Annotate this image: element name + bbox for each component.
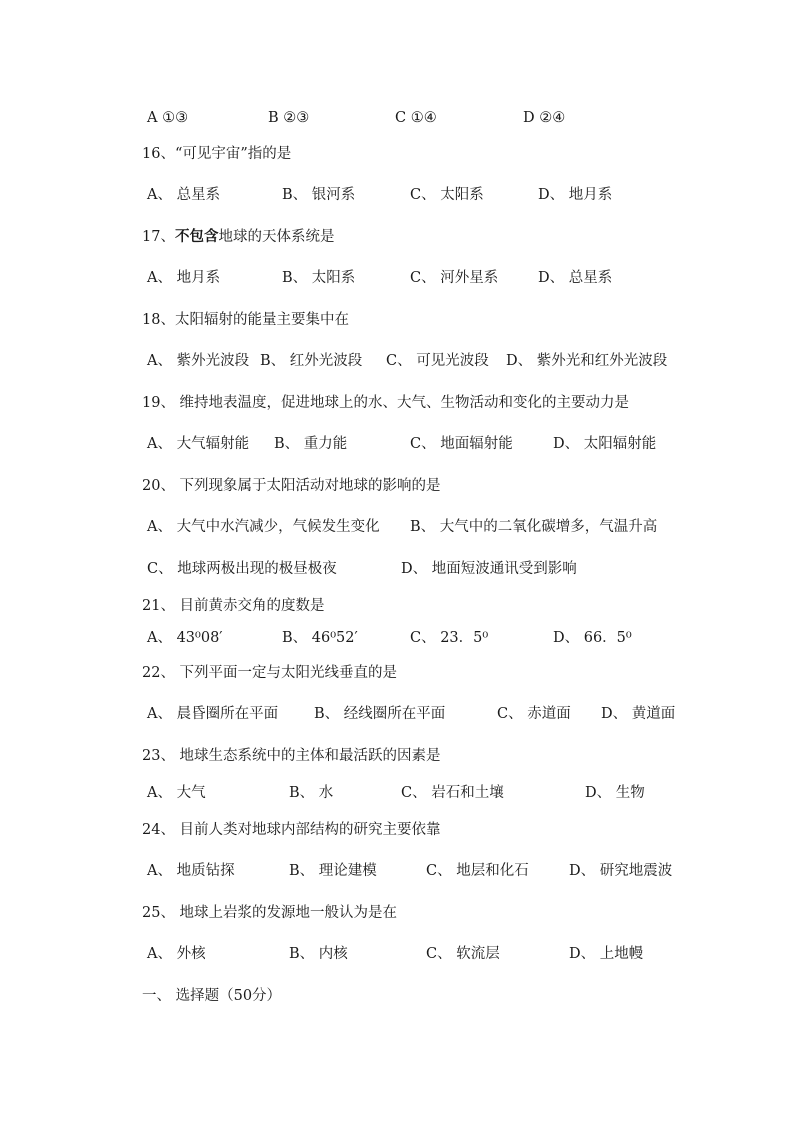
question-19-stem: 19、 维持地表温度，促进地球上的水、大气、生物活动和变化的主要动力是 — [142, 395, 630, 411]
q18-option-c: C、 可见光波段 — [386, 353, 489, 369]
q17-option-d: D、 总星系 — [538, 270, 613, 286]
q18-option-a: A、 紫外光波段 — [147, 353, 250, 369]
q19-option-d: D、 太阳辐射能 — [553, 436, 657, 452]
q21-option-b: B、 46⁰52′ — [282, 630, 358, 646]
q16-option-b: B、 银河系 — [282, 187, 356, 203]
q23-option-d: D、 生物 — [585, 785, 645, 801]
q24-option-b: B、 理论建模 — [289, 863, 377, 879]
question-21-stem: 21、 目前黄赤交角的度数是 — [142, 598, 325, 614]
q19-option-b: B、 重力能 — [274, 436, 348, 452]
q24-option-c: C、 地层和化石 — [426, 863, 529, 879]
question-23-stem: 23、 地球生态系统中的主体和最活跃的因素是 — [142, 748, 441, 764]
q20-option-c: C、 地球两极出现的极昼极夜 — [147, 561, 337, 577]
q20-option-b: B、 大气中的二氧化碳增多，气温升高 — [410, 519, 658, 535]
question-18-stem: 18、太阳辐射的能量主要集中在 — [142, 312, 349, 328]
q21-option-d: D、 66．5⁰ — [553, 630, 632, 646]
q20-option-a: A、 大气中水汽减少，气候发生变化 — [147, 519, 380, 535]
question-17-rest: 地球的天体系统是 — [218, 229, 335, 245]
q17-option-b: B、 太阳系 — [282, 270, 356, 286]
question-20-stem: 20、 下列现象属于太阳活动对地球的影响的是 — [142, 478, 441, 494]
q15-option-d: D ②④ — [523, 110, 566, 126]
q22-option-b: B、 经线圈所在平面 — [314, 706, 446, 722]
q23-option-c: C、 岩石和土壤 — [401, 785, 504, 801]
q15-option-b: B ②③ — [268, 110, 310, 126]
q15-option-a: A ①③ — [147, 110, 189, 126]
q16-option-d: D、 地月系 — [538, 187, 613, 203]
q18-option-d: D、 紫外光和红外光波段 — [506, 353, 668, 369]
q25-option-b: B、 内核 — [289, 946, 348, 962]
q25-option-d: D、 上地幔 — [569, 946, 644, 962]
question-25-stem: 25、 地球上岩浆的发源地一般认为是在 — [142, 905, 398, 921]
question-24-stem: 24、 目前人类对地球内部结构的研究主要依靠 — [142, 822, 441, 838]
section-heading: 一、 选择题（50分） — [142, 988, 282, 1004]
q25-option-c: C、 软流层 — [426, 946, 500, 962]
q19-option-c: C、 地面辐射能 — [410, 436, 513, 452]
q23-option-a: A、 大气 — [147, 785, 206, 801]
q18-option-b: B、 红外光波段 — [260, 353, 363, 369]
q16-option-c: C、 太阳系 — [410, 187, 484, 203]
q22-option-a: A、 晨昏圈所在平面 — [147, 706, 279, 722]
q24-option-d: D、 研究地震波 — [569, 863, 673, 879]
q17-option-a: A、 地月系 — [147, 270, 221, 286]
q21-option-c: C、 23．5⁰ — [410, 630, 489, 646]
q25-option-a: A、 外核 — [147, 946, 206, 962]
q16-option-a: A、 总星系 — [147, 187, 221, 203]
q15-option-c: C ①④ — [395, 110, 437, 126]
question-17-emphasis: 不包含 — [174, 228, 219, 245]
q20-option-d: D、 地面短波通讯受到影响 — [401, 561, 577, 577]
q22-option-d: D、 黄道面 — [601, 706, 676, 722]
question-17-stem — [142, 227, 334, 247]
q17-option-c: C、 河外星系 — [410, 270, 499, 286]
q19-option-a: A、 大气辐射能 — [147, 436, 250, 452]
question-16-stem: 16、“可见宇宙”指的是 — [142, 146, 292, 162]
q23-option-b: B、 水 — [289, 785, 334, 801]
q22-option-c: C、 赤道面 — [497, 706, 571, 722]
q21-option-a: A、 43⁰08′ — [147, 630, 223, 646]
q24-option-a: A、 地质钻探 — [147, 863, 235, 879]
question-17-number: 17、 — [142, 229, 175, 245]
question-22-stem: 22、 下列平面一定与太阳光线垂直的是 — [142, 665, 398, 681]
